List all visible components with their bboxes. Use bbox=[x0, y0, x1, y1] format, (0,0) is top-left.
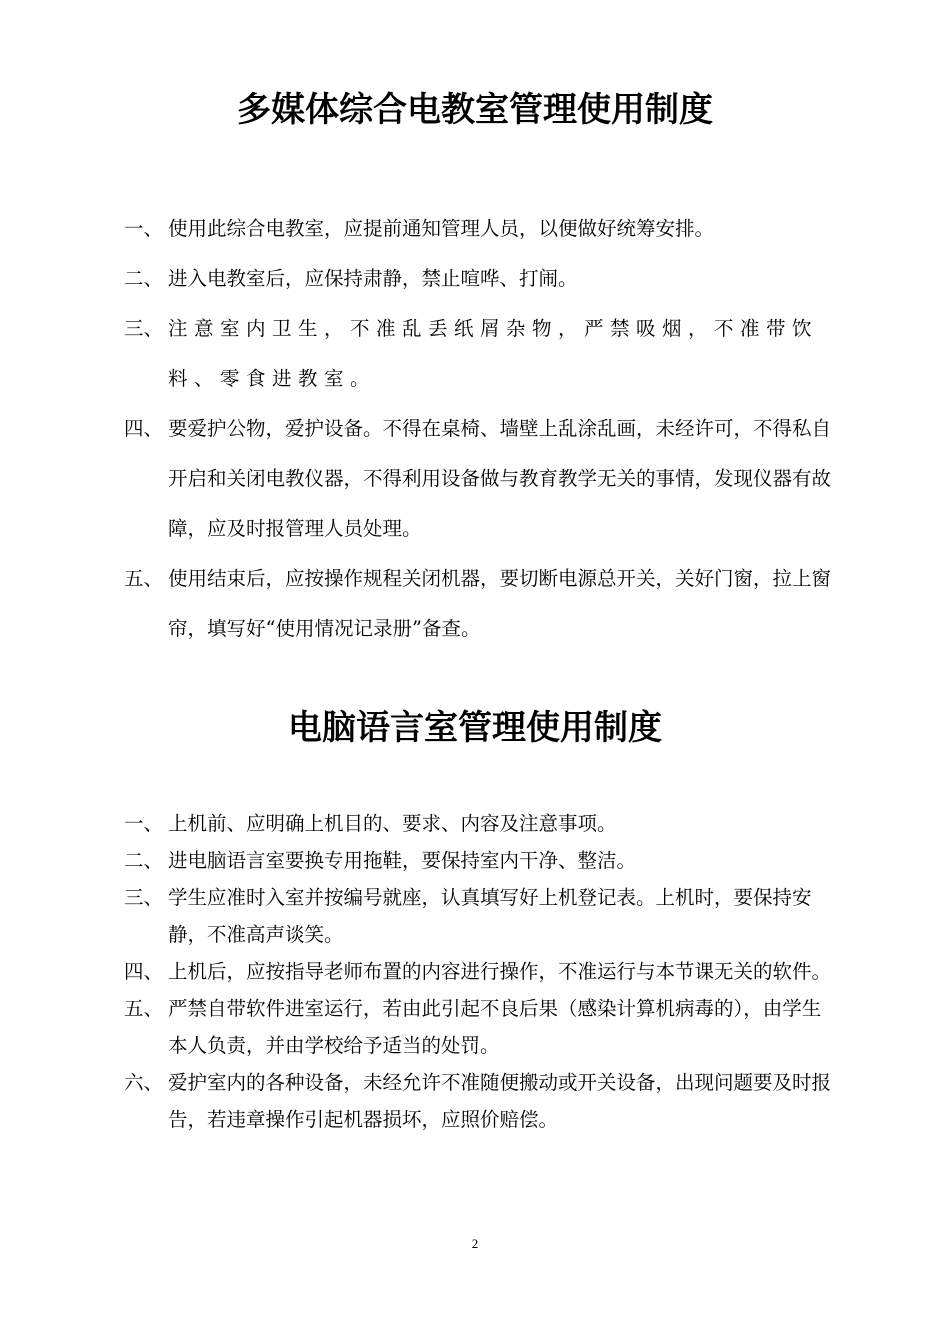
rule-item bbox=[124, 879, 840, 953]
rule-text: 使用此综合电教室，应提前通知管理人员，以便做好统筹安排。 bbox=[168, 217, 715, 240]
rule-number: 六、 bbox=[124, 1071, 164, 1094]
rule-item bbox=[124, 990, 840, 1064]
rule-item bbox=[124, 204, 840, 254]
rule-item bbox=[124, 805, 840, 842]
rule-number: 三、 bbox=[124, 317, 164, 340]
rules-list-multimedia-room bbox=[124, 204, 840, 654]
rule-item bbox=[124, 1064, 840, 1138]
rule-item bbox=[124, 304, 840, 404]
rule-number: 三、 bbox=[124, 886, 164, 909]
rule-number: 四、 bbox=[124, 417, 164, 440]
rule-number: 一、 bbox=[124, 812, 164, 835]
rule-item bbox=[124, 254, 840, 304]
rule-item bbox=[124, 842, 840, 879]
rule-item bbox=[124, 404, 840, 554]
rule-item bbox=[124, 554, 840, 654]
section-title-multimedia-room: 多媒体综合电教室管理使用制度 bbox=[237, 90, 713, 130]
rule-text: 上机后，应按指导老师布置的内容进行操作，不准运行与本节课无关的软件。 bbox=[168, 960, 832, 983]
rule-text: 使用结束后，应按操作规程关闭机器，要切断电源总开关，关好门窗，拉上窗帘，填写好“使用情况记录册”备查。 bbox=[168, 567, 832, 640]
rule-text: 进入电教室后，应保持肃静，禁止喧哗、打闹。 bbox=[168, 267, 578, 290]
rule-text: 上机前、应明确上机目的、要求、内容及注意事项。 bbox=[168, 812, 617, 835]
rule-number: 五、 bbox=[124, 567, 164, 590]
rule-number: 四、 bbox=[124, 960, 164, 983]
rule-text: 要爱护公物，爱护设备。不得在桌椅、墙壁上乱涂乱画，未经许可，不得私自开启和关闭电教仪器，不得利用设备做与教育教学无关的事情，发现仪器有故障，应及时报管理人员处理。 bbox=[168, 417, 832, 540]
rule-number: 二、 bbox=[124, 267, 164, 290]
rule-text: 学生应准时入室并按编号就座，认真填写好上机登记表。上机时，要保持安静，不准高声谈笑。 bbox=[168, 886, 812, 946]
rule-item bbox=[124, 953, 840, 990]
page-number: 2 bbox=[471, 1236, 479, 1251]
rule-number: 一、 bbox=[124, 217, 164, 240]
rule-text: 爱护室内的各种设备，未经允许不准随便搬动或开关设备，出现问题要及时报告，若违章操作引起机器损坏，应照价赔偿。 bbox=[168, 1071, 832, 1131]
rule-text: 进电脑语言室要换专用拖鞋，要保持室内干净、整洁。 bbox=[168, 849, 637, 872]
rule-number: 二、 bbox=[124, 849, 164, 872]
rule-number: 五、 bbox=[124, 997, 164, 1020]
section-title-computer-language-room: 电脑语言室管理使用制度 bbox=[288, 708, 662, 748]
rule-text: 注意室内卫生，不准乱丢纸屑杂物，严禁吸烟，不准带饮料、零食进教室。 bbox=[168, 317, 819, 390]
rule-text: 严禁自带软件进室运行，若由此引起不良后果（感染计算机病毒的），由学生本人负责，并由学校给予适当的处罚。 bbox=[168, 997, 822, 1057]
rules-list-computer-language-room bbox=[124, 805, 840, 1138]
